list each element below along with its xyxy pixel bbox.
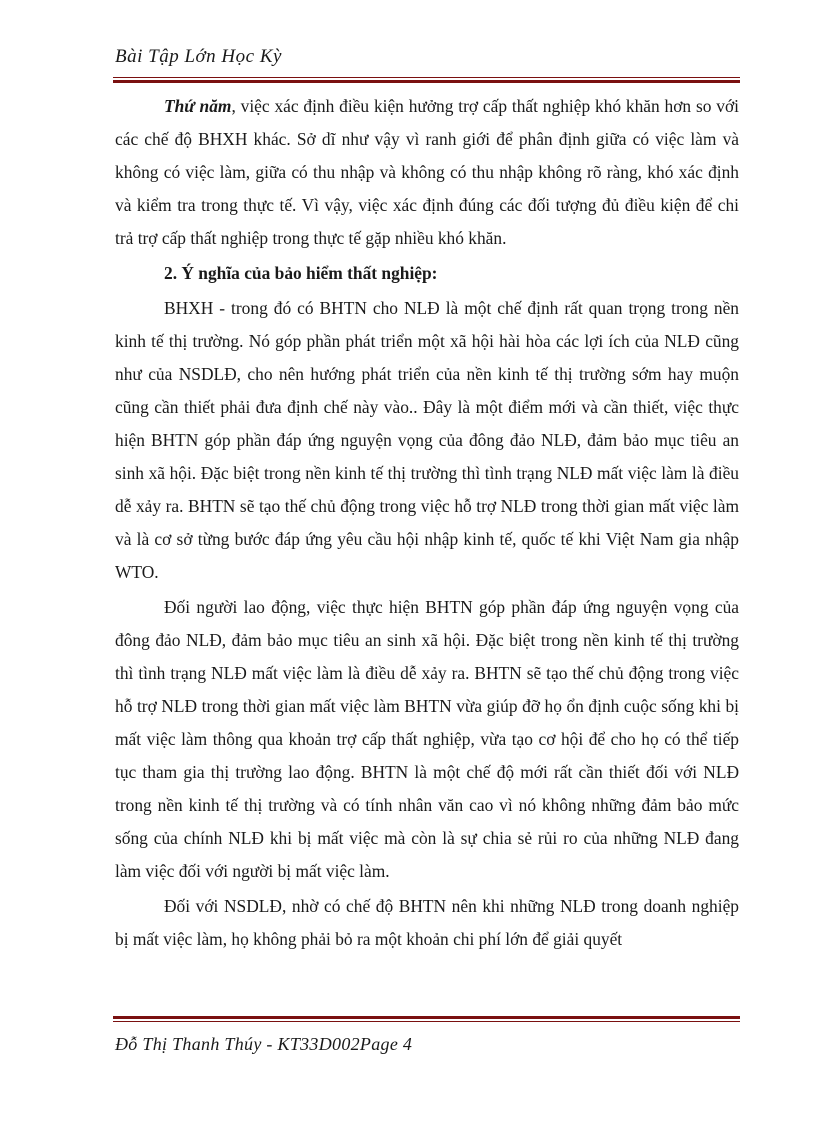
paragraph-text: , việc xác định điều kiện hưởng trợ cấp thất nghiệp khó khăn hơn so với các chế độ BHXH khác. Sở dĩ như vậy vì ranh giới để phân định giữa có việc làm và không có việc làm, giữa có thu nhập và không có thu nhập không rõ ràng, khó xác định và kiểm tra trong thực tế. Vì vậy, việc xác định đúng các đối tượng đủ điều kiện để chi trả trợ cấp thất nghiệp trong thực tế gặp nhiều khó khăn.	[115, 96, 739, 248]
header-rule-thin	[113, 77, 740, 78]
footer-rule-thin	[113, 1021, 740, 1022]
paragraph-lead: Thứ năm	[164, 96, 232, 116]
footer-rule-thick	[113, 1016, 740, 1019]
page-footer: Đỗ Thị Thanh Thúy - KT33D002Page 4	[115, 1034, 413, 1054]
document-body	[115, 90, 739, 958]
paragraph-nsdld: Đối với NSDLĐ, nhờ có chế độ BHTN nên khi những NLĐ trong doanh nghiệp bị mất việc làm, họ không phải bỏ ra một khoản chi phí lớn để giải quyết	[115, 896, 739, 949]
paragraph-bhxh: BHXH - trong đó có BHTN cho NLĐ là một chế định rất quan trọng trong nền kinh tế thị trường. Nó góp phần phát triển một xã hội hài hòa các lợi ích của NLĐ cũng như của NSDLĐ, cho nên hướng phát triển của nền kinh tế thị trường sớm hay muộn cũng cần thiết phải đưa định chế này vào.. Đây là một điểm mới và cần thiết, việc thực hiện BHTN góp phần đáp ứng nguyện vọng của đông đảo NLĐ, đảm bảo mục tiêu an sinh xã hội. Đặc biệt trong nền kinh tế thị trường thì tình trạng NLĐ mất việc làm là điều dễ xảy ra. BHTN sẽ tạo thế chủ động trong việc hỗ trợ NLĐ trong thời gian mất việc làm và là cơ sở từng bước đáp ứng yêu cầu hội nhập kinh tế, quốc tế khi Việt Nam gia nhập WTO.	[115, 298, 739, 582]
page-header: Bài Tập Lớn Học Kỳ	[115, 46, 282, 67]
paragraph-nguoi-lao-dong: Đối người lao động, việc thực hiện BHTN góp phần đáp ứng nguyện vọng của đông đảo NLĐ, đảm bảo mục tiêu an sinh xã hội. Đặc biệt trong nền kinh tế thị trường thì tình trạng NLĐ mất việc làm là điều dễ xảy ra. BHTN sẽ tạo thế chủ động trong việc hỗ trợ NLĐ trong thời gian mất việc làm BHTN vừa giúp đỡ họ ổn định cuộc sống khi bị mất việc làm thông qua khoản trợ cấp thất nghiệp, vừa tạo cơ hội để cho họ có thể tiếp tục tham gia thị trường lao động. BHTN là một chế độ mới rất cần thiết đối với NLĐ trong nền kinh tế thị trường và có tính nhân văn cao vì nó không những đảm bảo mức sống của chính NLĐ khi bị mất việc mà còn là sự chia sẻ rủi ro của những NLĐ đang làm việc đối với người bị mất việc làm.	[115, 597, 739, 881]
section-heading: 2. Ý nghĩa của bảo hiểm thất nghiệp:	[164, 263, 438, 283]
header-rule-thick	[113, 80, 740, 83]
paragraph-thu-nam	[115, 90, 739, 255]
